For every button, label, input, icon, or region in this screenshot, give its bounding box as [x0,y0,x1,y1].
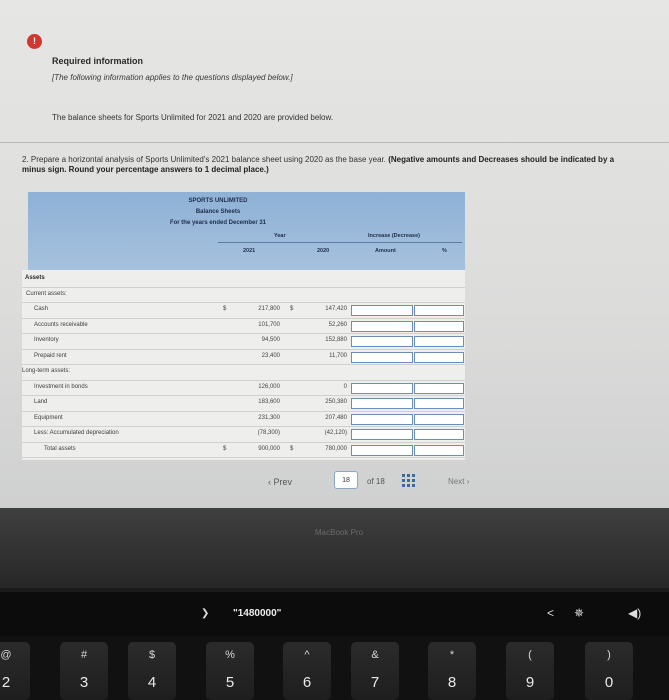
amount-input[interactable] [351,383,413,394]
percent-input[interactable] [414,321,464,332]
row-divider [22,380,465,381]
key-4[interactable] [128,642,176,700]
year-underline [218,242,366,243]
key-number: 9 [525,674,535,691]
value-2020: 250,380 [325,399,347,405]
amount-input[interactable] [351,321,413,332]
change-header: Increase (Decrease) [368,233,420,239]
row-divider [22,333,465,334]
value-2021: 101,700 [258,321,280,328]
sheet-header [28,192,465,270]
key-number: 3 [79,674,89,691]
question-text [22,155,622,175]
sheet-body [22,270,465,460]
key-symbol: $ [148,649,156,661]
required-info-title: Required information [52,56,144,66]
change-underline [366,242,462,243]
value-2021: 94,500 [261,337,280,343]
amount-input[interactable] [351,414,413,425]
question-prompt: 2. Prepare a horizontal analysis of Sports Unlimited's 2021 balance sheet using 2020 as the base year. [22,155,386,164]
value-2020: 152,880 [325,337,347,343]
value-2021: 900,000 [258,445,280,452]
key-number: 7 [370,674,380,691]
row-label: Inventory [34,337,59,343]
alert-icon: ! [27,34,42,49]
next-label: Next [448,477,465,486]
chevron-right-icon: › [466,477,470,486]
key-number: 5 [225,674,235,691]
row-divider [22,457,465,458]
row-divider [22,302,465,303]
company-name: SPORTS UNLIMITED [188,198,248,204]
currency-2020: $ [290,306,294,312]
value-2020: 780,000 [325,445,347,452]
year-header: Year [274,233,286,239]
percent-input[interactable] [414,352,464,363]
row-divider [22,426,465,427]
value-2020: 147,420 [325,306,347,312]
grid-icon[interactable] [402,474,416,488]
value-2021: 183,600 [258,399,280,405]
value-2021: 231,300 [258,414,280,421]
percent-input[interactable] [414,429,464,440]
chevron-left-icon: ‹ [268,477,271,487]
page-selector[interactable]: 18 [334,471,358,489]
row-divider [22,364,465,365]
value-2020: 0 [343,383,347,390]
key-number: 2 [1,674,11,691]
row-label: Accounts receivable [34,321,88,328]
key-6[interactable] [283,642,331,700]
key-0[interactable] [585,642,633,700]
percent-header: % [442,248,447,254]
key-9[interactable] [506,642,554,700]
touchbar-chevron-icon[interactable]: ❯ [201,608,210,619]
row-divider [22,287,465,288]
laptop-bezel [0,508,669,588]
currency-2020: $ [290,445,294,452]
key-symbol: ) [607,649,611,661]
value-2020: 207,480 [325,414,347,421]
percent-input[interactable] [414,445,464,456]
row-divider [22,411,465,412]
row-label: Prepaid rent [34,352,67,359]
amount-input[interactable] [351,429,413,440]
row-label: Land [34,399,48,405]
touch-bar [0,592,669,636]
prev-label: Prev [273,477,293,487]
key-symbol: ( [528,649,532,661]
amount-input[interactable] [351,398,413,409]
amount-input[interactable] [351,352,413,363]
key-3[interactable] [60,642,108,700]
laptop-brand: MacBook Pro [315,528,364,537]
amount-input[interactable] [351,445,413,456]
page-total: of 18 [367,477,385,486]
key-8[interactable] [428,642,476,700]
key-number: 4 [147,674,157,691]
next-button[interactable] [448,477,469,486]
row-label: Assets [25,275,45,281]
touchbar-suggestion[interactable]: "1480000" [233,608,282,619]
touchbar-back-icon[interactable]: < [547,606,555,620]
key-5[interactable] [206,642,254,700]
amount-input[interactable] [351,336,413,347]
question-instruction: (Negative amounts and Decreases should be indicated by a minus sign. Round your percentage answers to 1 decimal place.) [22,155,615,174]
col-2021-header: 2021 [243,248,256,254]
value-2020: (42,120) [324,430,347,436]
row-label: Current assets: [26,290,67,297]
amount-header: Amount [375,248,396,254]
volume-icon[interactable]: ◀) [628,606,642,620]
value-2021: 126,000 [258,383,280,390]
intro-text: The balance sheets for Sports Unlimited for 2021 and 2020 are provided below. [52,113,334,122]
key-symbol: % [225,649,235,661]
key-symbol: ^ [304,649,310,661]
brightness-icon[interactable]: ✵ [574,606,585,620]
percent-input[interactable] [414,383,464,394]
key-symbol: & [371,649,379,661]
key-symbol: @ [0,649,12,661]
value-2020: 11,700 [329,352,347,359]
row-label: Investment in bonds [34,383,88,390]
row-divider [22,318,465,319]
key-symbol: # [80,649,88,661]
amount-input[interactable] [351,305,413,316]
key-number: 8 [447,674,457,691]
row-label: Less: Accumulated depreciation [34,430,119,436]
percent-input[interactable] [414,305,464,316]
row-divider [22,349,465,350]
key-number: 0 [604,674,614,691]
row-divider [22,442,465,443]
required-info-note: [The following information applies to the questions displayed below.] [52,73,293,82]
key-7[interactable] [351,642,399,700]
col-2020-header: 2020 [317,248,330,254]
prev-button[interactable] [268,477,292,487]
currency-2021: $ [223,306,227,312]
value-2021: (78,300) [257,430,280,436]
row-label: Cash [34,306,49,312]
row-label: Long-term assets: [22,368,71,374]
row-divider [22,395,465,396]
percent-input[interactable] [414,336,464,347]
statement-period: For the years ended December 31 [169,220,267,226]
percent-input[interactable] [414,398,464,409]
key-number: 6 [302,674,312,691]
statement-name: Balance Sheets [195,209,241,215]
row-label: Total assets [44,445,76,452]
value-2021: 23,400 [261,352,280,359]
value-2021: 217,800 [258,306,280,312]
divider [0,142,669,143]
percent-input[interactable] [414,414,464,425]
currency-2021: $ [223,445,227,452]
key-symbol: * [449,649,455,661]
value-2020: 52,260 [328,321,347,328]
row-label: Equipment [34,414,63,421]
key-2[interactable] [0,642,30,700]
